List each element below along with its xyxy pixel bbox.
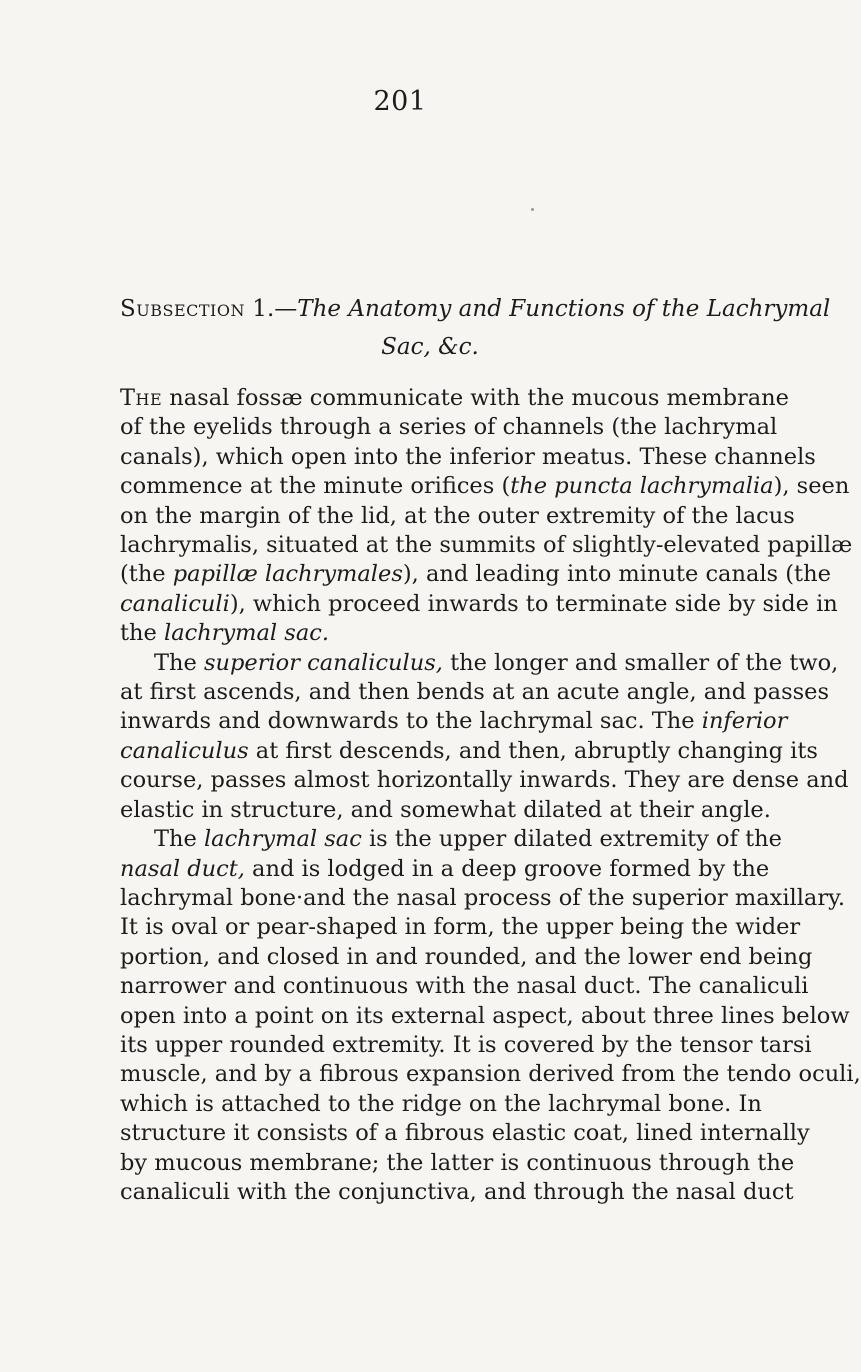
text-run: and is lodged in a deep groove formed by the — [244, 855, 770, 882]
text-run: structure it consists of a fibrous elastic coat, lined internally — [120, 1120, 810, 1147]
italic-term: the puncta lachrymalia — [510, 473, 774, 500]
text-run: at first ascends, and then bends at an acute angle, and passes — [120, 679, 830, 706]
italic-term: lachrymal sac — [203, 826, 362, 853]
text-line — [120, 766, 849, 795]
text-run: narrower and continuous with the nasal duct. The canaliculi — [120, 973, 809, 1000]
text-run: of the eyelids through a series of channels (the lachrymal — [120, 414, 778, 441]
text-line — [120, 1178, 794, 1207]
page-number: 201 — [373, 86, 427, 117]
text-run: open into a point on its external aspect, about three lines below — [120, 1002, 850, 1029]
text-run: ), and leading into minute canals (the — [402, 561, 831, 588]
text-run: course, passes almost horizontally inwards. They are dense and — [120, 767, 849, 794]
text-line — [120, 502, 795, 531]
text-run: ), which proceed inwards to terminate side by side in — [229, 590, 838, 617]
text-line — [120, 1060, 861, 1089]
text-line — [120, 1031, 812, 1060]
text-run: The — [154, 649, 204, 676]
text-run: portion, and closed in and rounded, and the lower end being — [120, 943, 813, 970]
paragraph-2 — [120, 649, 849, 825]
text-run: at first descends, and then, abruptly changing its — [248, 737, 818, 764]
text-line — [120, 1149, 795, 1178]
text-line — [120, 1002, 850, 1031]
heading-title: The Anatomy and Functions of the Lachrymal — [297, 296, 831, 322]
text-run: canals), which open into the inferior meatus. These channels — [120, 443, 816, 470]
text-line — [120, 913, 801, 942]
text-line — [120, 1119, 810, 1148]
text-run: The — [154, 826, 204, 853]
italic-term: canaliculi — [120, 590, 230, 617]
text-run: by mucous membrane; the latter is continuous through the — [120, 1149, 795, 1176]
text-run: commence at the minute orifices ( — [120, 473, 511, 500]
text-run: canaliculi with the conjunctiva, and through the nasal duct — [120, 1178, 794, 1205]
subsection-heading — [120, 290, 831, 366]
text-line — [120, 943, 813, 972]
paragraph-1 — [120, 384, 853, 649]
italic-term: canaliculus — [120, 737, 249, 764]
text-line — [120, 707, 788, 736]
text-run: on the margin of the lid, at the outer extremity of the lacus — [120, 502, 795, 529]
text-run: lachrymalis, situated at the summits of slightly-elevated papillæ — [120, 532, 853, 559]
text-line — [120, 855, 770, 884]
text-run: muscle, and by a fibrous expansion derived from the tendo oculi, — [120, 1061, 861, 1088]
text-run: (the — [120, 561, 173, 588]
text-run: nasal fossæ communicate with the mucous membrane — [162, 385, 789, 411]
italic-term: superior canaliculus, — [203, 649, 443, 676]
text-run: the — [120, 620, 165, 647]
italic-term: nasal duct, — [120, 855, 245, 882]
heading-line-1 — [120, 290, 831, 328]
text-line — [120, 590, 838, 619]
text-line — [120, 384, 789, 413]
speck — [531, 208, 534, 211]
heading-prefix: Subsection — [120, 296, 245, 322]
text-line — [120, 649, 839, 678]
text-line — [120, 796, 771, 825]
text-line — [120, 884, 845, 913]
text-run: is the upper dilated extremity of the — [361, 826, 782, 853]
heading-title-line-2: Sac, &c. — [381, 334, 479, 360]
heading-number: 1.— — [245, 296, 298, 322]
paragraph-3 — [120, 825, 861, 1207]
text-run: The — [120, 385, 163, 411]
body-text — [120, 384, 861, 1207]
text-line — [120, 737, 818, 766]
italic-term: lachrymal sac. — [164, 620, 329, 647]
text-run: its upper rounded extremity. It is covered by the tensor tarsi — [120, 1031, 812, 1058]
text-line — [120, 619, 738, 648]
text-line — [120, 413, 778, 442]
text-line — [120, 1090, 762, 1119]
italic-term: papillæ lachrymales — [172, 561, 403, 588]
text-run: It is oval or pear-shaped in form, the upper being the wider — [120, 914, 801, 941]
text-run: ), seen — [773, 473, 850, 500]
text-run: elastic in structure, and somewhat dilated at their angle. — [120, 796, 771, 823]
text-line — [120, 972, 809, 1001]
text-line — [120, 560, 831, 589]
text-run: inwards and downwards to the lachrymal sac. The — [120, 708, 702, 735]
text-line — [120, 825, 782, 854]
text-line — [120, 678, 830, 707]
italic-term: inferior — [701, 708, 788, 735]
text-run: the longer and smaller of the two, — [442, 649, 839, 676]
text-line — [120, 531, 853, 560]
text-line — [120, 472, 850, 501]
text-run: which is attached to the ridge on the lachrymal bone. In — [120, 1090, 762, 1117]
text-line — [120, 443, 816, 472]
text-run: lachrymal bone·and the nasal process of the superior maxillary. — [120, 884, 845, 911]
